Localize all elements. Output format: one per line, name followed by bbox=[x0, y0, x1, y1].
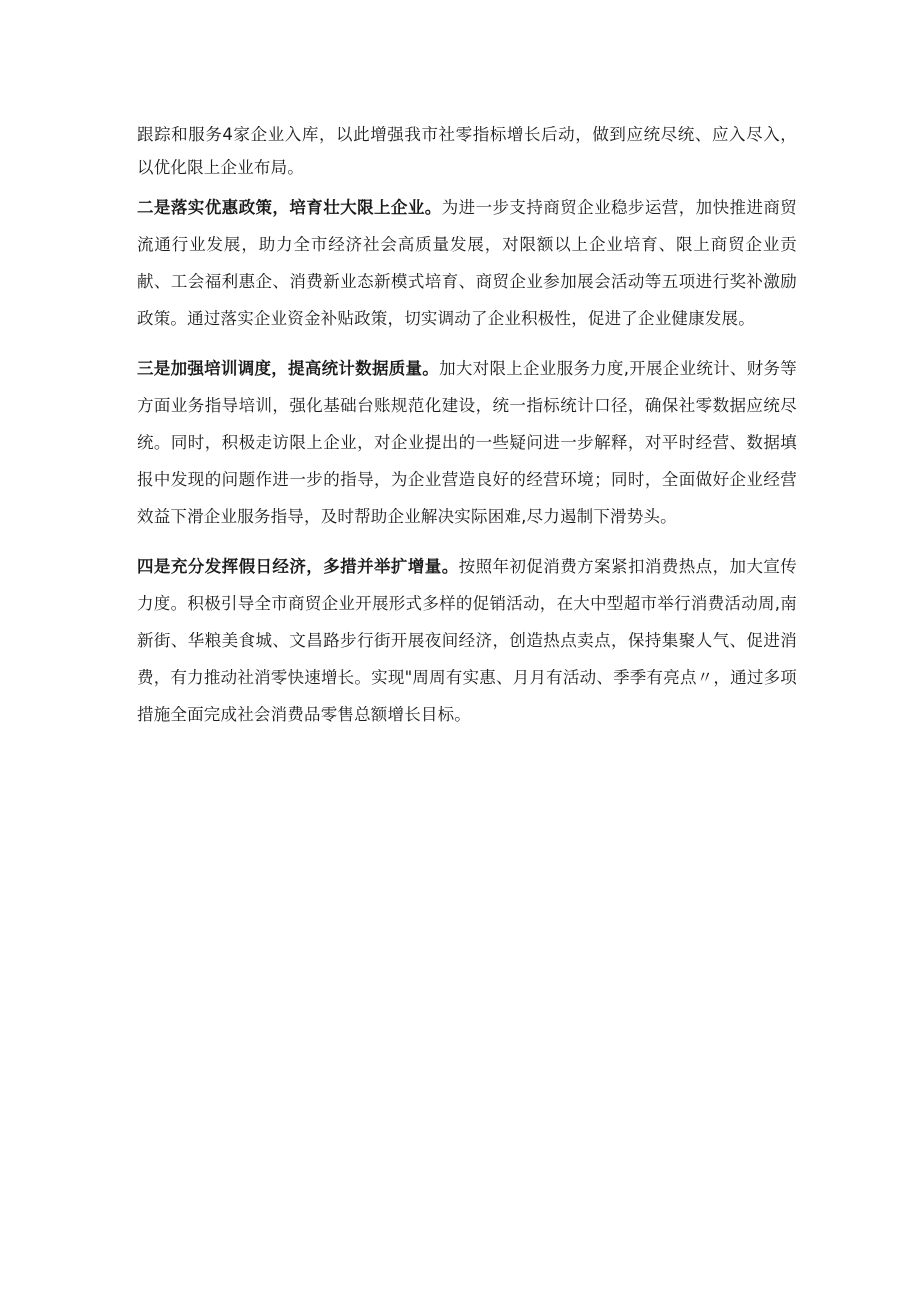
paragraph-4-text: 按照年初促消费方案紧扣消费热点，加大宣传力度。积极引导全市商贸企业开展形式多样的促销活动，在大中型超市举行消费活动周,南新街、华粮美食城、文昌路步行街开展夜间经济，创造热点卖点，保持集聚人气、促进消费，有力推动社消零快速增长。实现"周周有实惠、月月有活动、季季有亮点〃，通过多项措施全面完成社会消费品零售总额增长目标。 bbox=[137, 557, 798, 724]
document-body bbox=[137, 118, 797, 733]
paragraph-2 bbox=[137, 189, 797, 337]
paragraph-3-lead: 三是加强培训调度，提高统计数据质量。 bbox=[137, 359, 440, 378]
paragraph-3-text: 加大对限上企业服务力度,开展企业统计、财务等方面业务指导培训，强化基础台账规范化建设，统一指标统计口径，确保社零数据应统尽统。同时，积极走访限上企业，对企业提出的一些疑问进一步解释，对平时经营、数据填报中发现的问题作进一步的指导，为企业营造良好的经营环境；同时，全面做好企业经营效益下滑企业服务指导，及时帮助企业解决实际困难,尽力遏制下滑势头。 bbox=[137, 359, 797, 526]
paragraph-2-text: 为进一步支持商贸企业稳步运营，加快推进商贸流通行业发展，助力全市经济社会高质量发展，对限额以上企业培育、限上商贸企业贡献、工会福利惠企、消费新业态新模式培育、商贸企业参加展会活动等五项进行奖补激励政策。通过落实企业资金补贴政策，切实调动了企业积极性，促进了企业健康发展。 bbox=[137, 198, 797, 328]
paragraph-4-lead: 四是充分发挥假日经济，多措并举扩增量。 bbox=[137, 557, 459, 576]
paragraph-1-text: 跟踪和服务4家企业入库，以此增强我市社零指标增长后动，做到应统尽统、应入尽入，以优化限上企业布局。 bbox=[137, 125, 797, 177]
paragraph-3 bbox=[137, 350, 797, 535]
paragraph-1 bbox=[137, 118, 797, 184]
paragraph-4 bbox=[137, 548, 797, 733]
paragraph-2-lead: 二是落实优惠政策，培育壮大限上企业。 bbox=[137, 198, 442, 217]
